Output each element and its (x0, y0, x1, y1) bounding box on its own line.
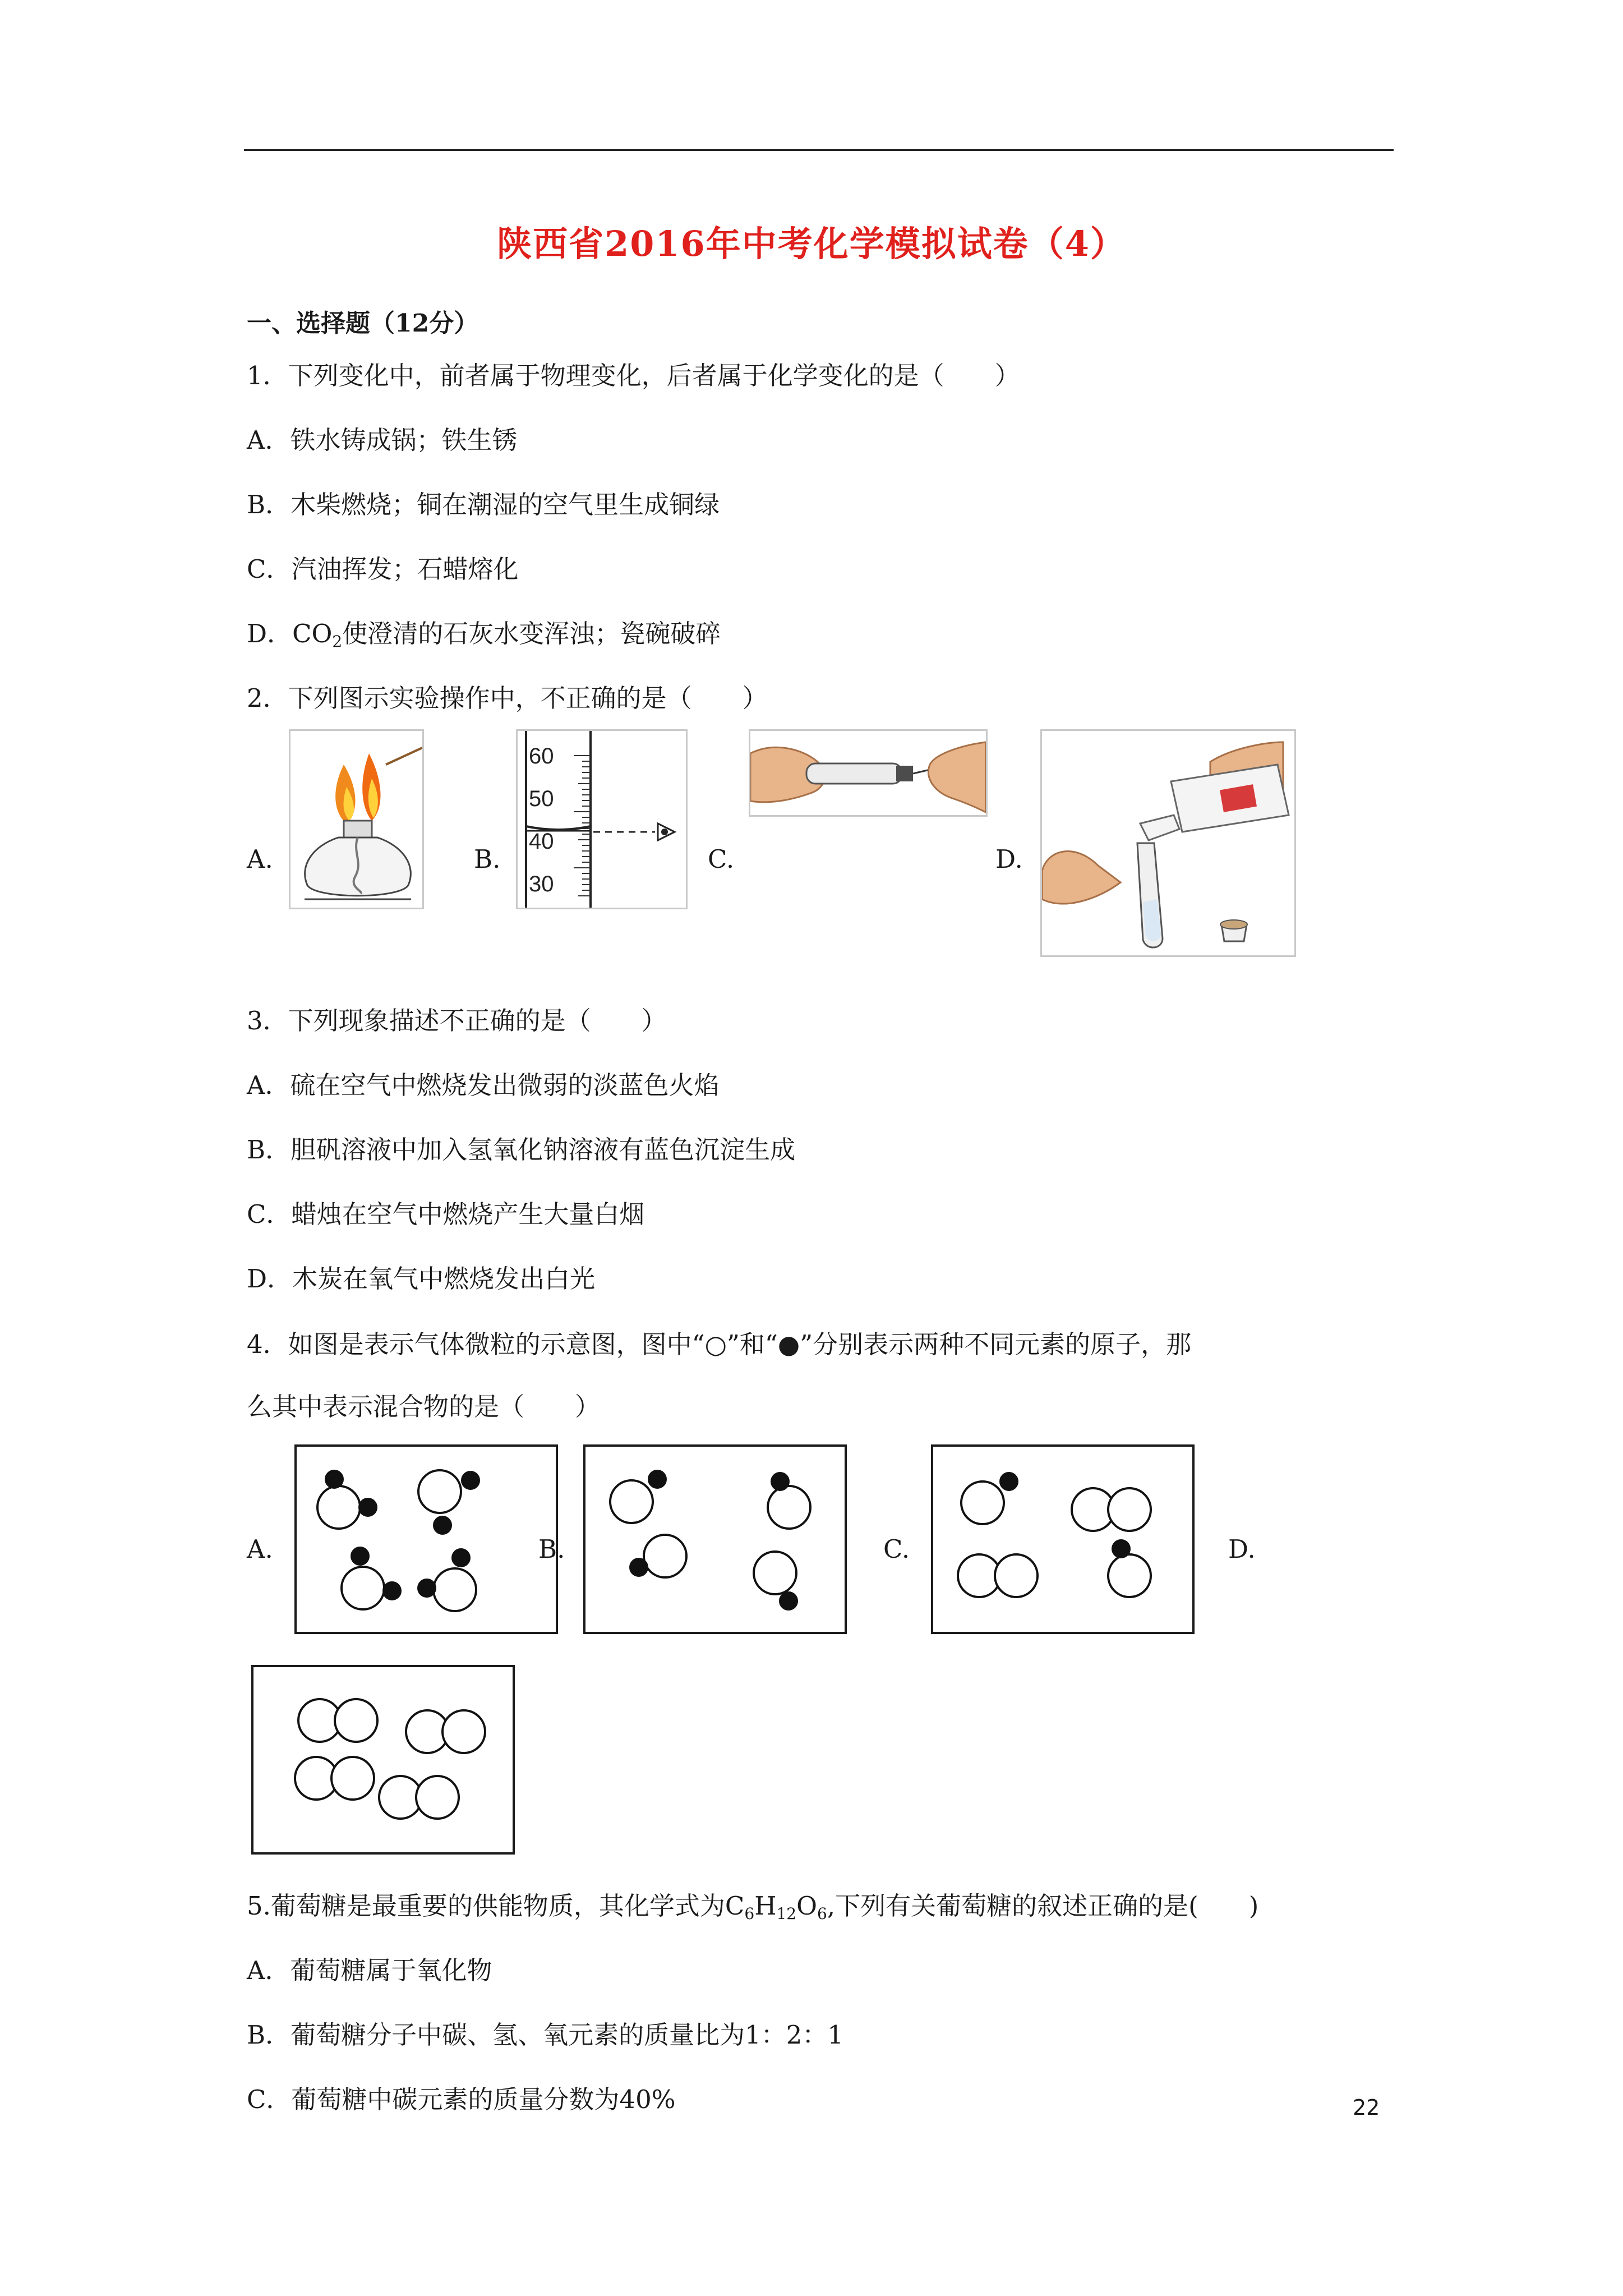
question-2-label-a: A. (247, 844, 273, 874)
question-5-option-c: C．葡萄糖中碳元素的质量分数为40% (247, 2085, 676, 2114)
cylinder-tick-50: 50 (529, 786, 554, 811)
question-3-option-d: D．木炭在氧气中燃烧发出白光 (247, 1264, 596, 1294)
cylinder-tick-40: 40 (529, 829, 554, 854)
header-rule (244, 149, 1394, 151)
question-2-label-c: C. (708, 844, 735, 874)
question-2-label-d: D. (995, 844, 1023, 874)
question-4-label-b: B. (538, 1534, 565, 1564)
particle-diagram-b (583, 1444, 847, 1634)
question-3-option-b: B．胆矾溶液中加入氢氧化钠溶液有蓝色沉淀生成 (247, 1135, 796, 1165)
question-5-option-b: B．葡萄糖分子中碳、氢、氧元素的质量比为1：2：1 (247, 2020, 843, 2050)
pouring-liquid-image (1040, 729, 1296, 957)
page-number: 22 (1353, 2095, 1380, 2120)
question-4-label-d: D. (1228, 1534, 1256, 1564)
alcohol-lamp-image (289, 729, 424, 909)
question-4-stem-line2: 么其中表示混合物的是（ ） (247, 1392, 601, 1421)
question-4-label-a: A. (247, 1534, 273, 1564)
question-5-option-a: A．葡萄糖属于氧化物 (247, 1955, 492, 1985)
question-1-option-b: B．木柴燃烧；铜在潮湿的空气里生成铜绿 (247, 490, 720, 519)
question-2-label-b: B. (474, 844, 501, 874)
test-tube-handling-image (749, 729, 988, 817)
page-title: 陕西省2016年中考化学模拟试卷（4） (497, 223, 1126, 264)
section-heading: 一、选择题（12分） (247, 309, 479, 338)
particle-diagram-d (251, 1665, 515, 1855)
question-1-option-c: C．汽油挥发；石蜡熔化 (247, 554, 519, 584)
question-3-option-a: A．硫在空气中燃烧发出微弱的淡蓝色火焰 (247, 1070, 720, 1100)
particle-diagram-c (931, 1444, 1195, 1634)
particle-diagram-a (294, 1444, 558, 1634)
question-1-stem: 1．下列变化中，前者属于物理变化，后者属于化学变化的是（ ） (247, 361, 1020, 390)
cylinder-tick-30: 30 (529, 872, 554, 896)
question-1-option-a: A．铁水铸成锅；铁生锈 (247, 425, 518, 455)
cylinder-tick-60: 60 (529, 744, 554, 769)
graduated-cylinder-image (516, 729, 688, 909)
question-5-stem: 5.葡萄糖是最重要的供能物质，其化学式为$C_6H_{12}O_6$,下列有关葡萄糖的叙述正确的是( ) (247, 1891, 1259, 1923)
question-4-stem-line1: 4．如图是表示气体微粒的示意图，图中“○”和“●”分别表示两种不同元素的原子，那 (247, 1329, 1192, 1359)
question-3-stem: 3．下列现象描述不正确的是（ ） (247, 1006, 667, 1036)
question-3-option-c: C．蜡烛在空气中燃烧产生大量白烟 (247, 1199, 645, 1229)
question-2-stem: 2．下列图示实验操作中，不正确的是（ ） (247, 683, 768, 713)
question-4-label-c: C. (883, 1534, 910, 1564)
question-1-option-d: D．$CO_2$使澄清的石灰水变浑浊；瓷碗破碎 (247, 619, 721, 651)
